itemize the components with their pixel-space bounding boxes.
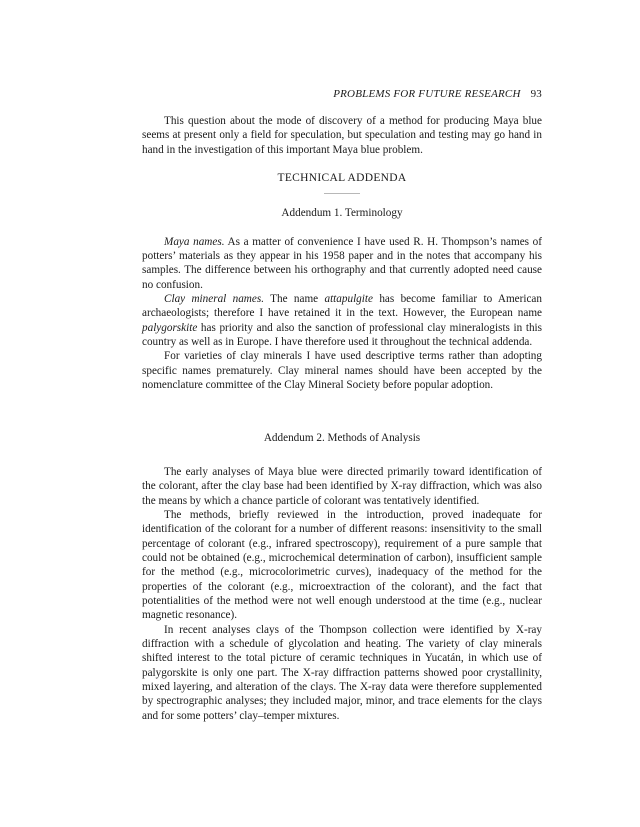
running-head-title: PROBLEMS FOR FUTURE RESEARCH: [333, 88, 521, 100]
maya-names-label: Maya names.: [164, 235, 225, 248]
methods-paragraph-3: In recent analyses clays of the Thompson collection were identified by X-ray diffraction with a schedule of glycolation and heating. The variety of clay minerals shifted interest to the total picture of ceramic techniques in Yucatán, in which use of palygorskite is only one part. The X-ray diffraction patterns showed poor crystallinity, mixed layering, and alteration of the clays. The X-ray data were therefore supplemented by spectrographic analyses; they included major, minor, and trace elements for the clays and for some potters’ clay–temper mixtures.: [142, 623, 542, 722]
intro-paragraph: This question about the mode of discovery of a method for producing Maya blue seems at present only a field for speculation, but speculation and testing may go hand in hand in the investigation of this important Maya blue problem.: [142, 115, 542, 156]
clay-names-text-3: has priority and also the sanction of professional clay mineralogists in this country as well as in Europe. I have therefore used it throughout the technical addenda.: [142, 321, 542, 349]
clay-names-text-2: has become familiar to American archaeologists; therefore I have retained it in the text. However, the European name: [142, 293, 542, 320]
running-head: [142, 88, 542, 100]
methods-paragraph-2: The methods, briefly reviewed in the introduction, proved inadequate for identification of the colorant for a number of different reasons: insensitivity to the small percentage of colorant (e.g., infrared spectroscopy), requirement of a pure sample that could not be obtained (e.g., microchemical determination of carbon), insufficient sample for the method (e.g., microcolorimetric curves), inadequacy of the method for the properties of the colorant (e.g., microextraction of the colorant), and the fact that potentialities of the method were not well enough understood at the time (e.g., nuclear magnetic resonance).: [142, 508, 542, 622]
clay-names-term-palygorskite: palygorskite: [142, 321, 198, 334]
maya-names-paragraph: [142, 235, 542, 292]
clay-names-paragraph: [142, 292, 542, 349]
body-text: [142, 114, 542, 723]
methods-paragraph-1: The early analyses of Maya blue were directed primarily toward identification of the colorant, after the clay base had been identified by X-ray diffraction, which was also the means by which a chance particle of colorant was tentatively identified.: [142, 465, 542, 507]
clay-names-text-1: The name: [264, 293, 325, 306]
technical-addenda-heading: TECHNICAL ADDENDA: [277, 172, 407, 185]
addendum2-heading: Addendum 2. Methods of Analysis: [263, 431, 421, 444]
clay-names-term-attapulgite: attapulgite: [324, 293, 373, 306]
clay-names-label: Clay mineral names.: [164, 293, 265, 306]
maya-names-text: As a matter of convenience I have used R. H. Thompson’s names of potters’ materials as they appear in his 1958 paper and in the notes that accompany his samples. The difference between his orthography and that currently adopted need cause no confusion.: [142, 235, 542, 291]
page-number: 93: [530, 88, 542, 100]
addendum1-heading: Addendum 1. Terminology: [281, 207, 403, 220]
heading-divider: [324, 193, 360, 194]
varieties-paragraph: For varieties of clay minerals I have used descriptive terms rather than adopting specific names prematurely. Clay mineral names should have been accepted by the nomenclature committee of the Clay Mineral Society before popular adoption.: [142, 350, 542, 392]
